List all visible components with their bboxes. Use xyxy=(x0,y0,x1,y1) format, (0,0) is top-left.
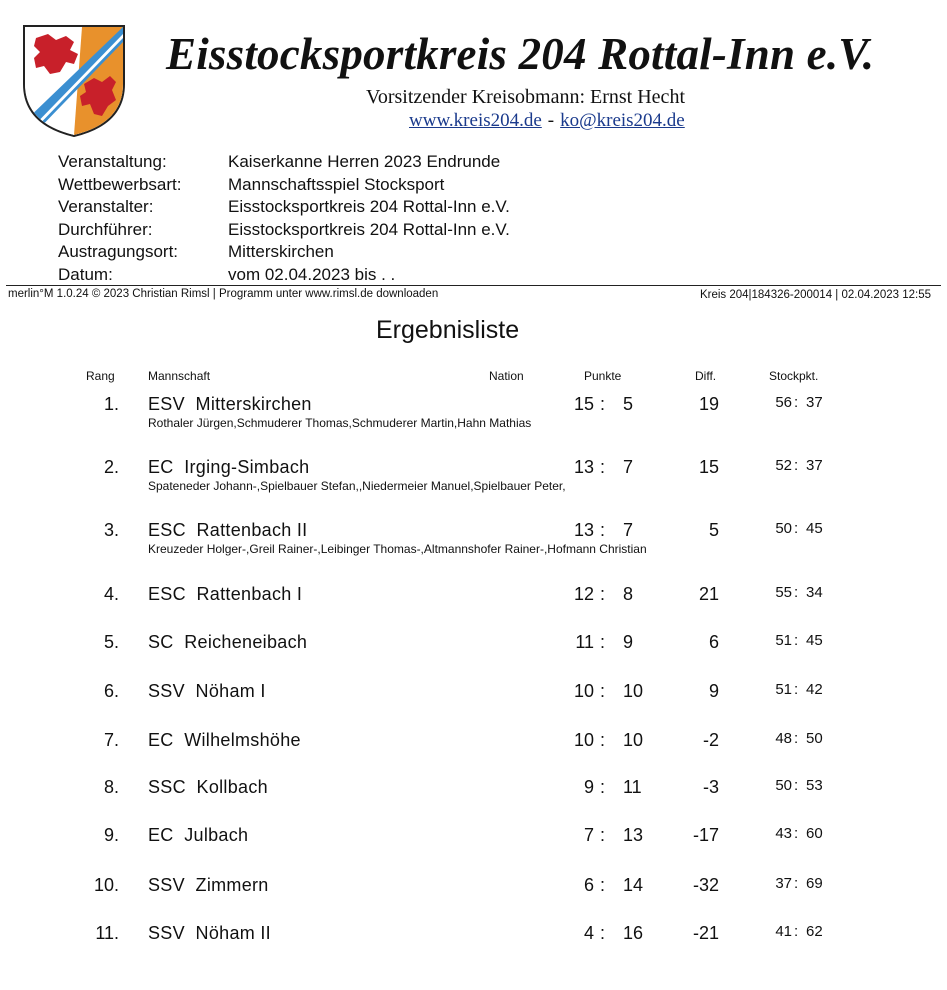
team-name: EC Irging-Simbach xyxy=(148,457,310,477)
points-colon: : xyxy=(600,825,606,845)
table-row xyxy=(0,457,947,497)
info-row xyxy=(58,264,510,287)
difference: 19 xyxy=(698,394,719,414)
stock-points-against: 45 xyxy=(806,632,823,649)
rank: 8. xyxy=(103,777,119,797)
points-for: 9 xyxy=(583,777,594,797)
col-header-mannschaft: Mannschaft xyxy=(148,369,211,383)
divider xyxy=(6,285,941,286)
points-colon: : xyxy=(600,730,606,750)
difference: 21 xyxy=(698,584,719,604)
difference: -21 xyxy=(692,923,719,943)
points-colon: : xyxy=(600,681,606,701)
table-row xyxy=(0,584,947,624)
info-label: Durchführer: xyxy=(58,219,153,239)
stock-points-for: 51 xyxy=(775,681,792,698)
table-row xyxy=(0,632,947,672)
info-value: Kaiserkanne Herren 2023 Endrunde xyxy=(228,152,501,171)
rank: 9. xyxy=(103,825,119,845)
info-row xyxy=(58,219,510,242)
stock-points-against: 34 xyxy=(806,584,823,601)
stock-points-colon: : xyxy=(794,923,799,940)
stock-points-against: 69 xyxy=(806,875,823,892)
info-row xyxy=(58,196,510,219)
table-row xyxy=(0,681,947,721)
difference: -3 xyxy=(702,777,719,797)
results-heading: Ergebnisliste xyxy=(376,316,520,344)
col-header-rang: Rang xyxy=(86,369,115,383)
team-name: EC Wilhelmshöhe xyxy=(148,730,301,750)
points-for: 4 xyxy=(583,923,594,943)
difference: 15 xyxy=(698,457,719,477)
stock-points-against: 37 xyxy=(806,457,823,474)
stock-points-for: 50 xyxy=(775,777,792,794)
stock-points-for: 48 xyxy=(775,730,792,747)
difference: 9 xyxy=(708,681,719,701)
stock-points-colon: : xyxy=(794,632,799,649)
stock-points-for: 55 xyxy=(775,584,792,601)
stock-points-against: 53 xyxy=(806,777,823,794)
document-id: Kreis 204|184326-200014 | 02.04.2023 12:55 xyxy=(699,289,931,301)
info-label: Datum: xyxy=(58,264,113,284)
team-name: ESC Rattenbach I xyxy=(148,584,303,604)
team-name: ESV Mitterskirchen xyxy=(148,394,312,414)
table-row xyxy=(0,777,947,817)
points-against: 5 xyxy=(623,394,634,414)
team-name: EC Julbach xyxy=(148,825,249,845)
stock-points-for: 43 xyxy=(775,825,792,842)
points-colon: : xyxy=(600,520,606,540)
stock-points-colon: : xyxy=(794,777,799,794)
stock-points-for: 37 xyxy=(775,875,792,892)
stock-points-colon: : xyxy=(794,394,799,411)
points-against: 11 xyxy=(623,777,642,797)
stock-points-against: 50 xyxy=(806,730,823,747)
rank: 6. xyxy=(103,681,119,701)
player-list: Rothaler Jürgen,Schmuderer Thomas,Schmuderer Martin,Hahn Mathias xyxy=(148,416,532,430)
points-for: 6 xyxy=(583,875,594,895)
rank: 11. xyxy=(95,923,119,943)
points-colon: : xyxy=(600,457,606,477)
col-header-punkte: Punkte xyxy=(584,369,622,383)
info-value: Mitterskirchen xyxy=(228,242,334,261)
points-colon: : xyxy=(600,394,606,414)
info-label: Wettbewerbsart: xyxy=(58,174,182,194)
rank: 5. xyxy=(103,632,119,652)
points-for: 10 xyxy=(573,681,594,701)
points-against: 14 xyxy=(623,875,644,895)
info-value: Eisstocksportkreis 204 Rottal-Inn e.V. xyxy=(228,197,510,216)
table-row xyxy=(0,520,947,560)
points-for: 12 xyxy=(573,584,594,604)
points-colon: : xyxy=(600,632,606,652)
points-for: 11 xyxy=(575,632,594,652)
points-against: 10 xyxy=(623,681,644,701)
points-colon: : xyxy=(600,584,606,604)
points-against: 7 xyxy=(623,520,634,540)
difference: -17 xyxy=(692,825,719,845)
info-value: Eisstocksportkreis 204 Rottal-Inn e.V. xyxy=(228,219,510,239)
stock-points-for: 56 xyxy=(775,394,792,411)
info-label: Veranstaltung: xyxy=(58,152,167,171)
stock-points-against: 37 xyxy=(806,394,823,411)
stock-points-colon: : xyxy=(794,875,799,892)
info-label: Veranstalter: xyxy=(58,197,154,216)
page-title: Eisstocksportkreis 204 Rottal-Inn e.V. xyxy=(166,29,875,79)
table-row xyxy=(0,394,947,434)
difference: -2 xyxy=(702,730,719,750)
stock-points-colon: : xyxy=(794,681,799,698)
stock-points-against: 60 xyxy=(806,825,823,842)
website-link[interactable]: www.kreis204.de xyxy=(409,110,542,131)
stock-points-for: 51 xyxy=(775,632,792,649)
team-name: SSV Nöham I xyxy=(148,681,266,701)
info-row xyxy=(58,151,510,174)
subtitle: Vorsitzender Kreisobmann: Ernst Hecht xyxy=(366,86,685,108)
rank: 10. xyxy=(93,875,119,895)
points-for: 7 xyxy=(583,825,594,845)
stock-points-colon: : xyxy=(794,520,799,537)
col-header-diff: Diff. xyxy=(695,369,717,383)
difference: 5 xyxy=(708,520,719,540)
table-row xyxy=(0,825,947,865)
points-for: 13 xyxy=(573,520,594,540)
team-name: SSC Kollbach xyxy=(148,777,268,797)
points-against: 13 xyxy=(623,825,644,845)
points-against: 9 xyxy=(623,632,634,652)
rank: 2. xyxy=(103,457,119,477)
points-against: 7 xyxy=(623,457,634,477)
points-against: 16 xyxy=(623,923,644,943)
event-info xyxy=(58,151,510,286)
stock-points-against: 42 xyxy=(806,681,823,698)
info-value: Mannschaftsspiel Stocksport xyxy=(228,174,445,194)
link-separator: - xyxy=(547,110,555,131)
stock-points-colon: : xyxy=(794,825,799,842)
coat-of-arms-logo xyxy=(22,24,126,138)
info-row xyxy=(58,241,510,264)
stock-points-for: 41 xyxy=(775,923,792,940)
team-name: SSV Nöham II xyxy=(148,923,271,943)
contact-links xyxy=(409,110,685,132)
software-credit: merlin°M 1.0.24 © 2023 Christian Rimsl | Programm unter www.rimsl.de downloaden xyxy=(8,288,439,300)
table-row xyxy=(0,923,947,963)
info-row xyxy=(58,174,510,197)
info-value: vom 02.04.2023 bis . . xyxy=(228,264,396,284)
difference: -32 xyxy=(692,875,719,895)
rank: 7. xyxy=(103,730,119,750)
col-header-stockpkt: Stockpkt. xyxy=(769,369,819,383)
player-list: Kreuzeder Holger-,Greil Rainer-,Leibinger Thomas-,Altmannshofer Rainer-,Hofmann Christian xyxy=(148,542,647,556)
team-name: ESC Rattenbach II xyxy=(148,520,308,540)
points-against: 10 xyxy=(623,730,644,750)
rank: 1. xyxy=(103,394,119,414)
points-for: 13 xyxy=(573,457,594,477)
table-row xyxy=(0,875,947,915)
points-colon: : xyxy=(600,875,606,895)
stock-points-against: 45 xyxy=(806,520,823,537)
stock-points-colon: : xyxy=(794,457,799,474)
points-for: 10 xyxy=(573,730,594,750)
col-header-nation: Nation xyxy=(489,369,524,383)
rank: 3. xyxy=(103,520,119,540)
info-label: Austragungsort: xyxy=(58,242,179,261)
email-link[interactable]: ko@kreis204.de xyxy=(560,110,685,131)
points-for: 15 xyxy=(573,394,594,414)
stock-points-colon: : xyxy=(794,584,799,601)
stock-points-for: 50 xyxy=(775,520,792,537)
points-colon: : xyxy=(600,777,606,797)
stock-points-against: 62 xyxy=(806,923,823,940)
table-row xyxy=(0,730,947,770)
team-name: SSV Zimmern xyxy=(148,875,269,895)
stock-points-colon: : xyxy=(794,730,799,747)
rank: 4. xyxy=(103,584,119,604)
team-name: SC Reicheneibach xyxy=(148,632,308,652)
difference: 6 xyxy=(708,632,719,652)
player-list: Spateneder Johann-,Spielbauer Stefan,,Niedermeier Manuel,Spielbauer Peter, xyxy=(148,479,566,493)
points-against: 8 xyxy=(623,584,634,604)
stock-points-for: 52 xyxy=(775,457,792,474)
points-colon: : xyxy=(600,923,606,943)
